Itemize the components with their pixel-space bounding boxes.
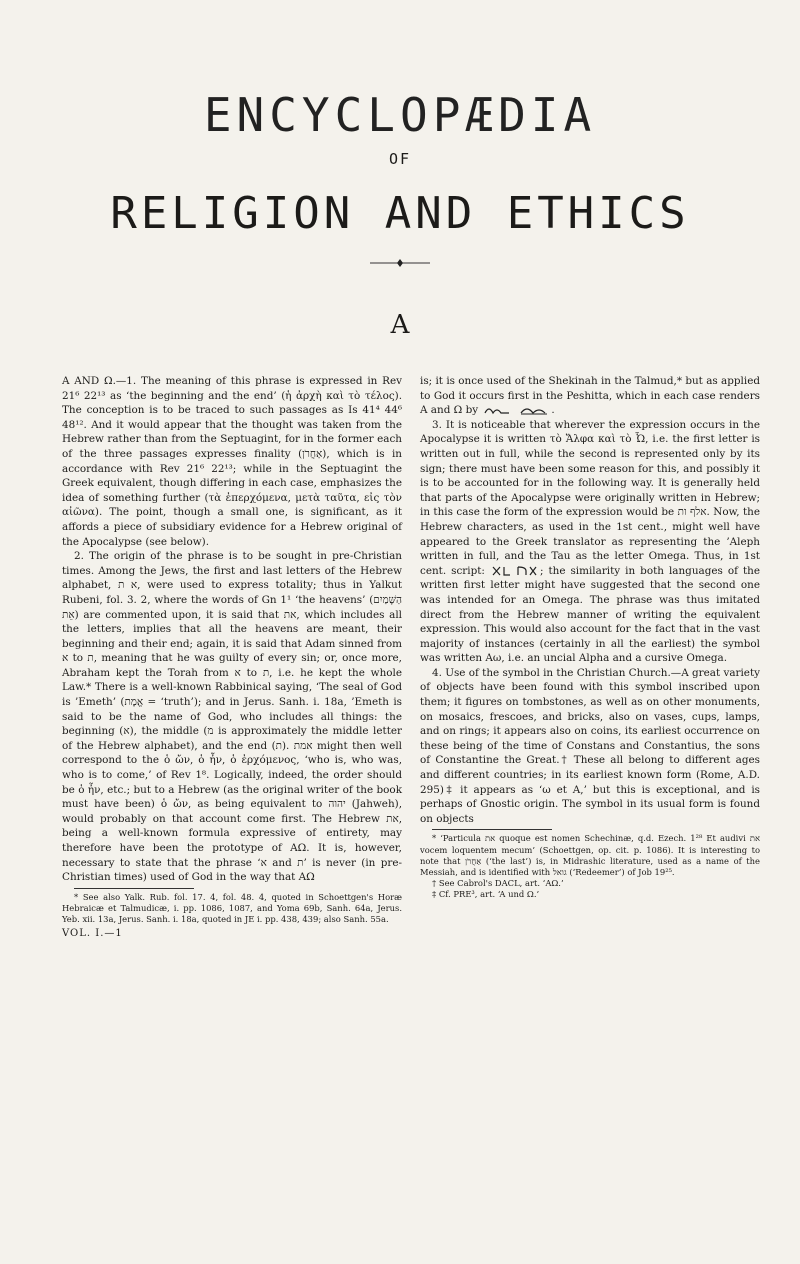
paragraph-continued-text: is; it is once used of the Shekinah in the Talmud,* but as applied to God it occurs first in the Peshitta, which in each case renders A and Ω by: [420, 375, 760, 417]
footnote: * See also Yalk. Rub. fol. 17. 4, fol. 48. 4, quoted in Schoettgen's Horæ Hebraicæ et Talmudicæ, i. pp. 1086, 1087, and Yoma 69b, Sanh. 64a, Jerus. Yeb. xii. 13a, Jerus. Sanh. i. 18a, quoted in JE i. pp. 438, 439; also Sanh. 55a.: [62, 891, 402, 925]
ornament-rule-icon: [370, 257, 430, 269]
paragraph-4: 4. Use of the symbol in the Christian Church.—A great variety of objects have been found with this symbol inscribed upon them; it figures on tombstones, as well as on other monuments, on mosaics, frescoes, and bricks, also on vases, cups, lamps, and on rings; it appears also on coins, its earliest occurrence on these being of the time of Constans and Constantius, the sons of Constantine the Great.† These all belong to different ages and different countries; in its earliest known form (Rome, A.D. 295)‡ it appears as ‘ω et A,’ but this is exceptional, and is perhaps of Gnostic origin. The symbol in its usual form is found on objects: [420, 666, 760, 825]
footnote-divider: [74, 888, 194, 889]
footnote-1: * ‘Particula את quoque est nomen Schechinæ, q.d. Ezech. 1²⁸ Et audivi את vocem loquentem mecum’ (Schoettgen, op. cit. p. 1086). It is interesting to note that אַחֲרֹן (‘the last’) is, in Midrashic literature, used as a name of the Messiah, and is identified with גואל (‘Redeemer’) of Job 19²⁵.: [420, 833, 761, 878]
syriac-alpha-omega-glyph: [481, 403, 551, 417]
paragraph-3-continued: ; the similarity in both languages of the written first letter might have suggested that the second one was intended for an Omega. The phrase was thus imitated direct from the Hebrew manner of writing the equivalent expression. This would also account for the fact that in the vast majority of instances (certainly in all the earliest) the symbol was written Αω, i.e. an uncial Alpha and a cursive Omega.: [420, 564, 760, 665]
paragraph-3: [420, 418, 760, 666]
right-column: [420, 374, 760, 901]
left-column: [62, 374, 402, 942]
paragraph-continued: is; it is once used of the Shekinah in the Talmud,* but as applied to God it occurs first in the Peshitta, which in each case renders A and Ω by .: [420, 375, 760, 417]
footnote-divider: [432, 829, 552, 830]
paragraph-3-text: 3. It is noticeable that wherever the expression occurs in the Apocalypse it is written τὸ Ἄλφα καὶ τὸ Ὦ, i.e. the first letter is written out in full, while the second is represented only by its sign; there must have been some reason for this, and possibly it is to be accounted for in the following way. It is generally held that parts of the Apocalypse were originally written in Hebrew; in this case the form of the expression would be אלף ות. Now, the Hebrew characters, as used in the 1st cent., might well have appeared to the Greek translator as representing the ’Aleph written in full, and the Tau as the letter Omega. Thus, in 1st cent. script:: [420, 418, 761, 577]
paragraph-1: A AND Ω.—1. The meaning of this phrase is expressed in Rev 21⁶ 22¹³ as ‘the beginning and the end’ (ἡ ἀρχὴ καὶ τὸ τέλος). The conception is to be traced to such passages as Is 41⁴ 44⁶ 48¹². And it would appear that the thought was taken from the Hebrew rather than from the Septuagint, for in the former each of the three passages expresses finality (אַחֲרֹן), which is in accordance with Rev 21⁶ 22¹³; while in the Septuagint the Greek equivalent, though differing in each case, emphasizes the idea of something further (τὰ ἐπερχόμενα, μετὰ ταῦτα, εἰς τὸν αἰῶνα). The point, though a small one, is significant, as it affords a piece of subsidiary evidence for a Hebrew original of the Apocalypse (see below).: [62, 375, 402, 548]
title-of: OF: [388, 150, 412, 168]
paragraph-2: 2. The origin of the phrase is to be sought in pre-Christian times. Among the Jews, the first and last letters of the Hebrew alphabet, א ת, were used to express totality; thus in Yalkut Rubeni, fol. 3. 2, where the words of Gn 1¹ ‘the heavens’ (הַשָּׁמַיִם אֵת) are commented upon, it is said that את, which includes all the letters, implies that all the heavens are meant, their beginning and their end; again, it is said that Adam sinned from א to ת, meaning that he was guilty of every sin; or, once more, Abraham kept the Torah from א to ת, i.e. he kept the whole Law.* There is a well-known Rabbinical saying, ‘The seal of God is ’Emeth’ (אֱמֶת = ‘truth’); and in Jerus. Sanh. i. 18a, ’Emeth is said to be the name of God, who includes all things: the beginning (א), the middle (מ is approximately the middle letter of the Hebrew alphabet), and the end (ת). אמת might then well correspond to the ὁ ὤν, ὁ ἦν, ὁ ἐρχόμενος, ‘who is, who was, who is to come,’ of Rev 1⁸. Logically, indeed, the order should be ὁ ἦν, etc.; but to a Hebrew (as the original writer of the book must have been) ὁ ὤν, as being equivalent to יהוה (Jahweh), would probably on that account come first. The Hebrew את, being a well-known formula expressive of entirety, may therefore have been the prototype of ΑΩ. It is, however, necessary to state that the phrase ‘א and ת’ is never (in pre-Christian times) used of God in the way that ΑΩ: [62, 550, 402, 884]
footnote-3: ‡ Cf. PRE³, art. ‘A und Ω.’: [432, 889, 540, 900]
hebrew-script-glyph: [490, 564, 540, 578]
encyclopaedia-title: ENCYCLOPÆDIA: [203, 88, 597, 142]
section-letter: A: [390, 310, 410, 340]
encyclopaedia-subtitle: RELIGION AND ETHICS: [110, 188, 690, 239]
volume-signature: VOL. I.—1: [62, 928, 123, 940]
footnote-2: † See Cabrol's DACL, art. ‘ΑΩ.’: [432, 878, 564, 889]
